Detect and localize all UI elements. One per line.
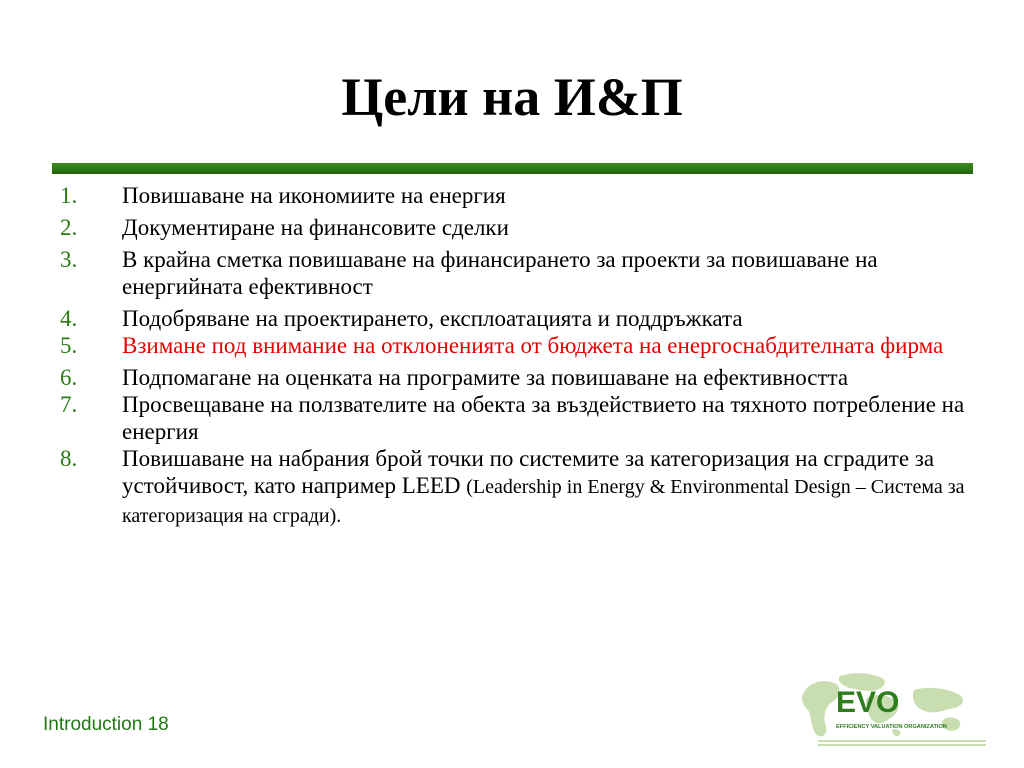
- list-text-highlighted: Взимане под внимание на отклоненията от бюджета на енергоснабдителната фирма: [122, 333, 944, 358]
- logo-tagline: EFFICIENCY VALUATION ORGANIZATION: [836, 724, 947, 730]
- list-text: Документиране на финансовите сделки: [122, 215, 509, 240]
- list-item: [60, 246, 970, 300]
- list-item: [60, 305, 970, 332]
- list-item: [60, 364, 970, 391]
- logo-dots: [818, 740, 986, 746]
- list-number: 1.: [60, 183, 78, 208]
- list-number: 4.: [60, 306, 78, 331]
- list-text-note: (Leadership in Energy & Environmental Design – Система за категоризация на сгради).: [122, 476, 965, 527]
- list-text: Подпомагане на оценката на програмите за повишаване на ефективността: [122, 365, 849, 390]
- goals-list: [60, 182, 970, 535]
- list-number: 3.: [60, 247, 78, 272]
- evo-logo: [796, 670, 986, 748]
- list-number: 7.: [60, 392, 78, 417]
- slide-title: Цели на И&П: [341, 67, 683, 127]
- list-item: [60, 445, 970, 530]
- list-text: В крайна сметка повишаване на финансирането за проекти за повишаване на енергийната ефективност: [122, 247, 878, 299]
- list-text: Повишаване на икономиите на енергия: [122, 183, 506, 208]
- list-text: Подобряване на проектирането, експлоатацията и поддръжката: [122, 306, 743, 331]
- list-item: [60, 214, 970, 241]
- list-text: Просвещаване на ползвателите на обекта за въздействието на тяхното потребление на енергия: [122, 392, 965, 444]
- list-item-highlighted: [60, 332, 970, 359]
- list-text-main: Повишаване на набрания брой точки по системите за категоризация на сградите за устойчивост, като например LEED: [122, 446, 935, 498]
- list-number: 6.: [60, 365, 78, 390]
- list-number: 8.: [60, 446, 78, 471]
- title-divider: [52, 163, 973, 174]
- list-item: [60, 182, 970, 209]
- list-item: [60, 391, 970, 445]
- list-number: 5.: [60, 333, 78, 358]
- footer-label: Introduction 18: [43, 714, 169, 735]
- list-text: [122, 445, 970, 530]
- logo-wordmark: EVO: [836, 686, 900, 719]
- list-number: 2.: [60, 215, 78, 240]
